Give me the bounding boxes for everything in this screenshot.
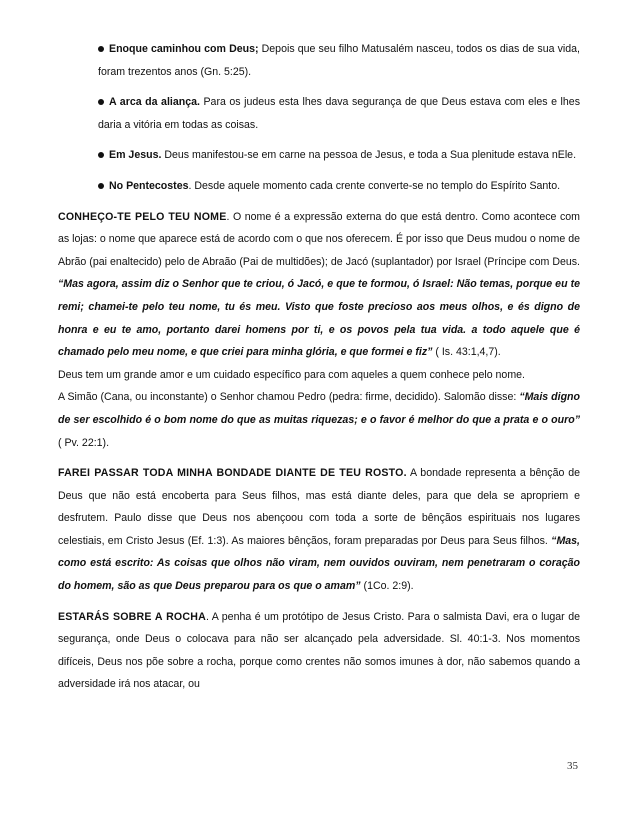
bullet-dot-icon xyxy=(98,46,104,52)
bullet-dot-icon xyxy=(98,99,104,105)
section-heading: ESTARÁS SOBRE A ROCHA xyxy=(58,610,206,623)
page-number: 35 xyxy=(567,760,578,772)
bullet-text: Depois que seu filho Matusalém nasceu, todos os dias de sua vida, foram trezentos anos (Gn. 5:25). xyxy=(98,43,580,78)
bullet-title: A arca da aliança. xyxy=(109,96,200,109)
scripture-reference: ( Pv. 22:1). xyxy=(58,436,110,449)
bullet-item xyxy=(98,175,580,198)
paragraph: A Simão (Cana, ou inconstante) o Senhor chamou Pedro (pedra: firme, decidido). Salomão disse: xyxy=(58,391,520,404)
scripture-quote: “Mas, como está escrito: As coisas que olhos não viram, nem ouvidos ouviram, nem penetraram o coração do homem, são as que Deus preparou para os que o amam” xyxy=(58,534,580,593)
bullet-text: Deus manifestou-se em carne na pessoa de Jesus, e toda a Sua plenitude estava nEle. xyxy=(161,149,577,162)
section-rocha xyxy=(58,606,580,696)
bullet-item xyxy=(98,91,580,136)
scripture-quote: “Mas agora, assim diz o Senhor que te criou, ó Jacó, e que te formou, ó Israel: Não temas, porque eu te remi; chamei-te pelo teu nome, tu és meu. Visto que foste precioso aos meus olhos, e és digno de honra e eu te amo, portanto darei homens por ti, e os povos pela tua vida. a todo aquele que é chamado pelo meu nome, e que criei para minha glória, e que formei e fiz” xyxy=(58,278,580,359)
scripture-quote: “Mais digno de ser escolhido é o bom nome do que as muitas riquezas; e o favor é melhor do que a prata e o ouro” xyxy=(58,391,580,426)
bullet-item xyxy=(98,38,580,83)
section-conheco xyxy=(58,206,580,455)
bullet-dot-icon xyxy=(98,183,104,189)
bullet-text: . Desde aquele momento cada crente converte-se no templo do Espírito Santo. xyxy=(188,179,561,192)
scripture-reference: ( Is. 43:1,4,7). xyxy=(432,346,501,359)
bullet-title: No Pentecostes xyxy=(109,179,189,192)
section-bondade xyxy=(58,462,580,598)
section-heading: FAREI PASSAR TODA MINHA BONDADE DIANTE DE TEU ROSTO. xyxy=(58,467,407,480)
bullet-title: Enoque caminhou com Deus; xyxy=(109,43,259,55)
bullet-title: Em Jesus. xyxy=(109,149,162,162)
bullet-item xyxy=(98,144,580,167)
bullet-dot-icon xyxy=(98,152,104,158)
section-text: . O nome é a expressão externa do que está dentro. Como acontece com as lojas: o nome que aparece está de acordo com o que nos oferecem. É por isso que Deus mudou o nome de Abrão (pai enaltecido) pelo de Abraão (Pai de multidões); de Jacó (suplantador) por Israel (Príncipe com Deus. xyxy=(58,210,580,268)
scripture-reference: (1Co. 2:9). xyxy=(360,580,414,593)
section-text: A bondade representa a bênção de Deus que não está encoberta para Seus filhos, mas está diante deles, para que dela se apropriem e desfrutem. Paulo disse que Deus nos abençoou com toda a sorte de bênçãos espirituais nos lugares celestiais, em Cristo Jesus (Ef. 1:3). As maiores bênçãos, foram preparadas por Deus para Seus filhos. xyxy=(58,467,580,547)
section-text: . A penha é um protótipo de Jesus Cristo. Para o salmista Davi, era o lugar de segurança, onde Deus o colocava para não ser alcançado pela adversidade. Sl. 40:1-3. Nos momentos difíceis, Deus nos põe sobre a rocha, porque como crentes não somos imunes à dor, não sabemos quando a adversidade irá nos atacar, ou xyxy=(58,610,581,691)
section-heading: CONHEÇO-TE PELO TEU NOME xyxy=(58,210,227,223)
paragraph: Deus tem um grande amor e um cuidado específico para com aqueles a quem conhece pelo nome. xyxy=(58,368,525,381)
bullet-text: Para os judeus esta lhes dava segurança de que Deus estava com eles e lhes daria a vitória em todas as coisas. xyxy=(98,96,580,131)
bullet-list xyxy=(88,38,580,198)
